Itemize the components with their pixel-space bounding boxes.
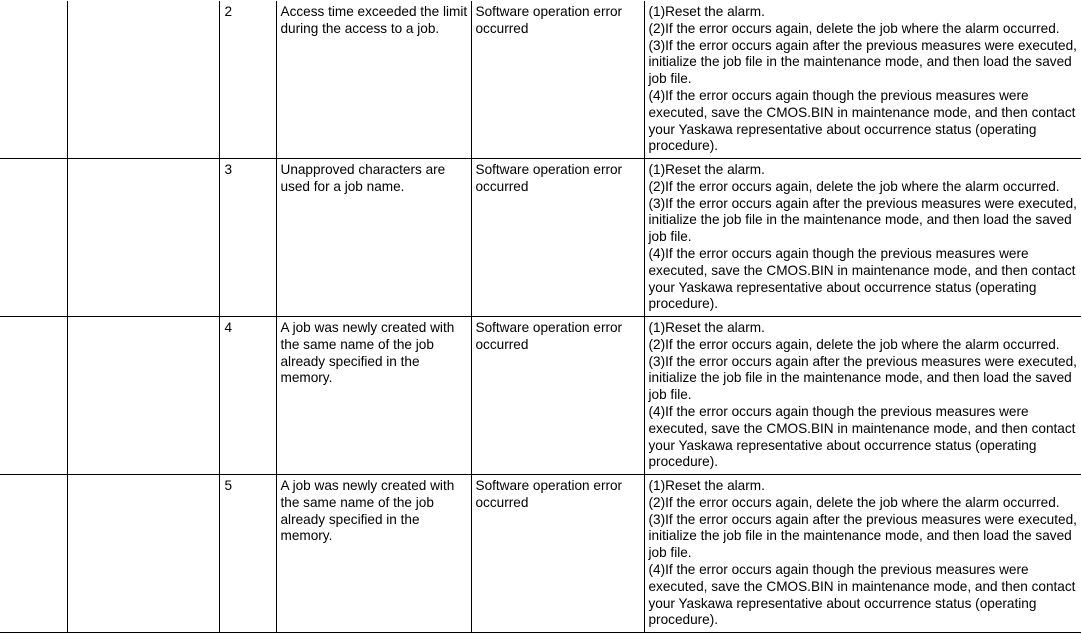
cause-cell: Unapproved characters are used for a job name. [276, 159, 471, 317]
measure-step: (1)Reset the alarm. [648, 478, 765, 493]
measure-cell [644, 1, 1081, 159]
table-row [0, 159, 1081, 317]
cause-cell: Access time exceeded the limit during the access to a job. [276, 1, 471, 159]
alarm-number-cell [0, 475, 67, 633]
alarm-name-cell [67, 159, 219, 317]
measure-cell [644, 317, 1081, 475]
measure-step: (2)If the error occurs again, delete the job where the alarm occurred. [648, 336, 1060, 352]
classification-cell: Software operation error occurred [471, 159, 644, 317]
alarm-number-cell [0, 1, 67, 159]
measure-step: (4)If the error occurs again though the previous measures were executed, save the CMOS.BIN in maintenance mode, and then contact your Yaskawa representative about occurrence status (operating procedure). [648, 403, 1076, 470]
table-row [0, 475, 1081, 633]
classification-cell: Software operation error occurred [471, 1, 644, 159]
measure-step: (3)If the error occurs again after the previous measures were executed, initialize the job file in the maintenance mode, and then load the saved job file. [648, 353, 1077, 403]
measure-step: (4)If the error occurs again though the previous measures were executed, save the CMOS.BIN in maintenance mode, and then contact your Yaskawa representative about occurrence status (operating procedure). [648, 245, 1076, 312]
measure-step: (2)If the error occurs again, delete the job where the alarm occurred. [648, 178, 1060, 194]
sub-code-cell: 3 [219, 159, 276, 317]
measure-step: (2)If the error occurs again, delete the job where the alarm occurred. [648, 20, 1060, 36]
measure-step: (1)Reset the alarm. [648, 162, 765, 177]
measure-step: (1)Reset the alarm. [648, 320, 765, 335]
alarm-table [0, 1, 1081, 633]
measure-cell [644, 159, 1081, 317]
cause-cell: A job was newly created with the same name of the job already specified in the memory. [276, 317, 471, 475]
table-row [0, 1, 1081, 159]
sub-code-cell: 5 [219, 475, 276, 633]
measure-step: (3)If the error occurs again after the previous measures were executed, initialize the job file in the maintenance mode, and then load the saved job file. [648, 195, 1077, 245]
alarm-name-cell [67, 317, 219, 475]
measure-step: (4)If the error occurs again though the previous measures were executed, save the CMOS.BIN in maintenance mode, and then contact your Yaskawa representative about occurrence status (operating procedure). [648, 561, 1076, 628]
measure-step: (1)Reset the alarm. [648, 4, 765, 19]
sub-code-cell: 4 [219, 317, 276, 475]
alarm-number-cell [0, 159, 67, 317]
classification-cell: Software operation error occurred [471, 475, 644, 633]
alarm-name-cell [67, 1, 219, 159]
measure-step: (4)If the error occurs again though the previous measures were executed, save the CMOS.BIN in maintenance mode, and then contact your Yaskawa representative about occurrence status (operating procedure). [648, 87, 1076, 154]
classification-cell: Software operation error occurred [471, 317, 644, 475]
sub-code-cell: 2 [219, 1, 276, 159]
alarm-name-cell [67, 475, 219, 633]
cause-cell: A job was newly created with the same name of the job already specified in the memory. [276, 475, 471, 633]
measure-cell [644, 475, 1081, 633]
table-row [0, 317, 1081, 475]
measure-step: (2)If the error occurs again, delete the job where the alarm occurred. [648, 494, 1060, 510]
measure-step: (3)If the error occurs again after the previous measures were executed, initialize the job file in the maintenance mode, and then load the saved job file. [648, 37, 1077, 87]
alarm-number-cell [0, 317, 67, 475]
measure-step: (3)If the error occurs again after the previous measures were executed, initialize the job file in the maintenance mode, and then load the saved job file. [648, 511, 1077, 561]
